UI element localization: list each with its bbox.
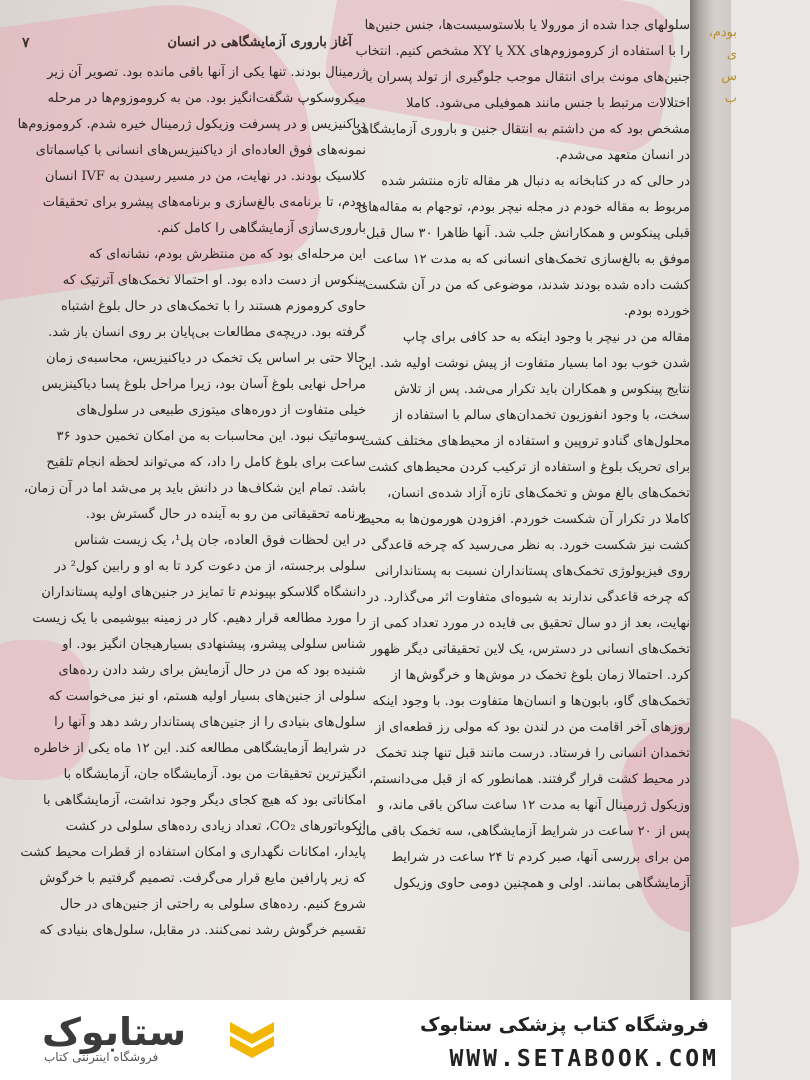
store-logo: [32, 1010, 292, 1072]
text-line: کلاسیک بودند. در نهایت، من در مسیر رسیدن به IVF انسان: [44, 169, 366, 184]
text-line: برای تحریک بلوغ و استفاده از ترکیب کردن محیط‌های کشت: [368, 460, 690, 475]
text-line: شدن خوب بود اما بسیار متفاوت از پیش نوشت اولیه شد. این: [358, 356, 690, 371]
text-line: سخت، با وجود انفوزیون تخمدان‌های سالم با استفاده از: [392, 408, 690, 423]
right-column: [351, 13, 690, 897]
text-line: تخمک‌های انسانی در دسترس، یک لاین تحقیقاتی دیگر ظهور: [370, 642, 690, 657]
text-line: ژرمینال بودند. تنها یکی از آنها باقی مانده بود. تصویر آن زیر: [47, 65, 366, 80]
text-line: را مورد مطالعه قرار دهیم. کار در زمینه بیوشیمی با یک زیست: [32, 611, 366, 626]
text-line: باروری‌سازی آزمایشگاهی را کامل کنم.: [156, 221, 366, 236]
text-line: در حالی که در کتابخانه به دنبال هر مقاله تازه منتشر شده: [381, 174, 690, 189]
edge-text-fragment: ی: [726, 47, 737, 62]
next-page-edge: [690, 0, 731, 1000]
text-line: مقاله من در نیچر با وجود اینکه به حد کافی برای چاپ: [402, 330, 690, 345]
text-line: آزمایشگاهی بمانند. اولی و همچنین دومی حاوی وزیکول: [393, 876, 690, 891]
text-line: مربوط به مقاله خودم در مجله نیچر بودم، توجهام به مقاله‌های: [358, 200, 690, 215]
text-line: گرفته بود. دریچه‌ی مطالعات بی‌پایان بر روی انسان باز شد.: [48, 325, 366, 340]
text-line: سلولهای جدا شده از مورولا یا بلاستوسیست‌ها، جنس جنین‌ها: [364, 18, 690, 33]
store-footer: [0, 1000, 731, 1080]
chevron-logo-icon: [228, 1018, 276, 1064]
text-line: باشد. تمام این شکاف‌ها در دانش باید پر می‌شد اما در آن زمان،: [23, 481, 366, 496]
left-column: [17, 60, 366, 944]
text-line: امکاناتی بود که هیچ کجای دیگر وجود نداشت، آزمایشگاهی با: [42, 793, 366, 808]
text-line: نتایج پینکوس و همکاران باید تکرار می‌شد. پس از تلاش: [393, 382, 690, 397]
text-line: در انسان متعهد می‌شدم.: [555, 148, 690, 163]
text-line: انکوباتورهای CO₂، تعداد زیادی رده‌های سلولی در کشت: [65, 819, 366, 834]
store-url[interactable]: WWW.SETABOOK.COM: [449, 1046, 719, 1072]
text-line: را با استفاده از کروموزوم‌های XX یا XY مشخص کنیم. انتخاب: [355, 44, 690, 59]
text-line: شنیده بود که من در حال آزمایش برای رشد دادن رده‌های: [58, 663, 366, 678]
text-line: خورده بودم.: [623, 304, 690, 319]
text-line: این مرحله‌ای بود که من منتظرش بودم، نشانه‌ای که: [88, 247, 366, 262]
text-line: ساعت برای بلوغ کامل را داد، که می‌تواند لحظه انجام تلقیح: [46, 455, 366, 470]
text-line: کشت داده شده بودند شدند، موضوعی که من در آن شکست: [364, 278, 690, 293]
text-line: بودم، تا برنامه‌ی بالغ‌سازی و برنامه‌های پیشرو برای تحقیقات: [42, 195, 366, 210]
edge-text-fragment: س: [721, 69, 737, 84]
text-line: سلولی از جنین‌های بسیار اولیه هستم، او نیز می‌خواست که: [48, 689, 366, 704]
text-line: شناس سلولی پیشرو، پیشنهادی بسیارهیجان انگیز بود. او: [62, 637, 366, 652]
text-line: سوماتیک نبود. این محاسبات به من امکان تخمین حدود ۳۶: [56, 429, 366, 444]
text-line: تقسیم خرگوش رشد نمی‌کنند. در مقابل، سلول‌های بنیادی که: [39, 923, 366, 938]
text-line: پس از ۲۰ ساعت در شرایط آزمایشگاهی، سه تخمک باقی ماند: [355, 824, 690, 839]
text-line: روی فیزیولوژی تخمک‌های پستانداران نسبت به پستاندارانی: [374, 564, 690, 579]
text-line: تخمدان انسانی را فرستاد. درست مانند قبل تنها چند تخمک: [375, 746, 690, 761]
text-line: که زیر پارافین مایع قرار می‌گرفت. تصمیم گرفتیم با خرگوش: [39, 871, 366, 886]
text-line: در این لحظات فوق العاده، جان پل¹، یک زیست شناس: [74, 533, 366, 548]
running-title: آغاز باروری آزمایشگاهی در انسان: [167, 35, 352, 50]
text-line: کرد. احتمالا زمان بلوغ تخمک در موش‌ها و خرگوش‌ها از: [391, 668, 690, 683]
text-line: پایدار، امکانات نگهداری و امکان استفاده از قطرات محیط کشت: [20, 845, 366, 860]
text-line: پینکوس از دست داده بود. او احتمالا تخمک‌های آترتیک که: [62, 273, 366, 288]
text-line: نمونه‌های فوق العاده‌ای از دیاکنیزیس‌های انسانی با کیاسماتای: [35, 143, 366, 158]
text-line: قبلی پینکوس و همکارانش جلب شد. آنها ظاهرا ۳۰ سال قبل: [365, 226, 690, 241]
text-line: در شرایط آزمایشگاهی مطالعه کند. این ۱۲ ماه یکی از خاطره: [33, 741, 366, 756]
text-line: کاملا در تکرار آن شکست خوردم. افزودن هورمون‌ها به محیط: [358, 512, 690, 527]
logo-wordmark: ستابوک: [42, 1010, 187, 1054]
text-line: شروع کنیم. رده‌های سلولی به راحتی از جنین‌های در حال: [59, 897, 366, 912]
page-number: ۷: [22, 35, 30, 51]
edge-text-fragment: ب: [724, 91, 737, 106]
text-line: وزیکول ژرمینال آنها به مدت ۱۲ ساعت ساکن باقی ماند، و: [377, 798, 690, 813]
text-line: در محیط کشت قرار گرفتند. همانطور که از قبل می‌دانستم،: [369, 772, 690, 787]
text-line: تخمک‌های بالغ موش و تخمک‌های تازه آزاد شده‌ی انسان،: [387, 486, 690, 501]
text-line: کشت نیز شکست خورد. به نظر می‌رسید که چرخه قاعدگی: [371, 538, 690, 553]
text-line: دیاکنیزیس و در پسرفت وزیکول ژرمینال خیره شدم. کروموزوم‌ها: [17, 117, 366, 132]
text-line: انگیزترین تحقیقات من بود. آزمایشگاه جان، آزمایشگاه با: [63, 767, 366, 782]
text-line: خیلی متفاوت از دوره‌های میتوزی طبیعی در سلول‌های: [76, 403, 366, 418]
text-line: سلول‌های بنیادی را از جنین‌های پستاندار رشد دهد و آنها را: [54, 715, 366, 730]
text-line: برنامه تحقیقاتی من رو به آینده در حال گسترش بود.: [85, 507, 366, 522]
text-line: سلولی برجسته، از من دعوت کرد تا به او و رابین کول² در: [54, 559, 366, 574]
edge-text-fragment: بودم،: [708, 25, 737, 40]
text-line: مشخص بود که من داشتم به انتقال جنین و باروری آزمایشگاهی: [351, 122, 690, 137]
store-title: فروشگاه کتاب پزشکی ستابوک: [419, 1014, 709, 1036]
text-line: مراحل نهایی بلوغ آسان بود، زیرا مراحل بلوغ پسا دیاکینزیس: [41, 377, 366, 392]
text-line: حاوی کروموزم هستند را با تخمک‌های در حال بلوغ اشتباه: [60, 299, 366, 314]
text-line: دانشگاه گلاسکو بپیوندم تا تمایز در جنین‌های اولیه پستانداران: [41, 585, 366, 600]
text-line: میکروسکوپ شگفت‌انگیز بود. من به کروموزوم‌ها در مرحله: [47, 91, 366, 106]
next-page-edge-text: [707, 22, 737, 110]
text-line: نهایت، بعد از دو سال تحقیق بی فایده در مورد تعداد کمی از: [369, 616, 690, 631]
text-line: اختلالات مرتبط با جنس مانند هموفیلی می‌شود. کاملا: [406, 96, 690, 111]
text-line: محلول‌های گنادو تروپین و استفاده از محیط‌های مختلف کشت: [361, 434, 690, 449]
text-line: حالا حتی بر اساس یک تخمک در دیاکنیزیس، محاسبه‌ی زمان: [46, 351, 366, 366]
text-line: که چرخه قاعدگی ندارند به شیوه‌ای متفاوت اثر می‌گذارد. در: [367, 590, 690, 605]
text-line: تخمک‌های گاو، بابون‌ها و انسان‌ها متفاوت بود. با وجود اینکه: [372, 694, 690, 709]
text-line: موفق به بالغ‌سازی تخمک‌های انسانی که به مدت ۱۲ ساعت: [373, 252, 690, 267]
logo-subtitle: فروشگاه اینترنتی کتاب: [44, 1050, 159, 1064]
text-line: من برای بررسی آنها، صبر کردم تا ۲۴ ساعت در شرایط: [391, 850, 690, 865]
text-line: جنین‌های مونث برای انتقال موجب جلوگیری از تولد پسران با: [365, 70, 690, 85]
page-header: [22, 35, 352, 57]
text-line: روزهای آخر اقامت من در لندن بود که مولی رز قطعه‌ای از: [375, 720, 690, 735]
